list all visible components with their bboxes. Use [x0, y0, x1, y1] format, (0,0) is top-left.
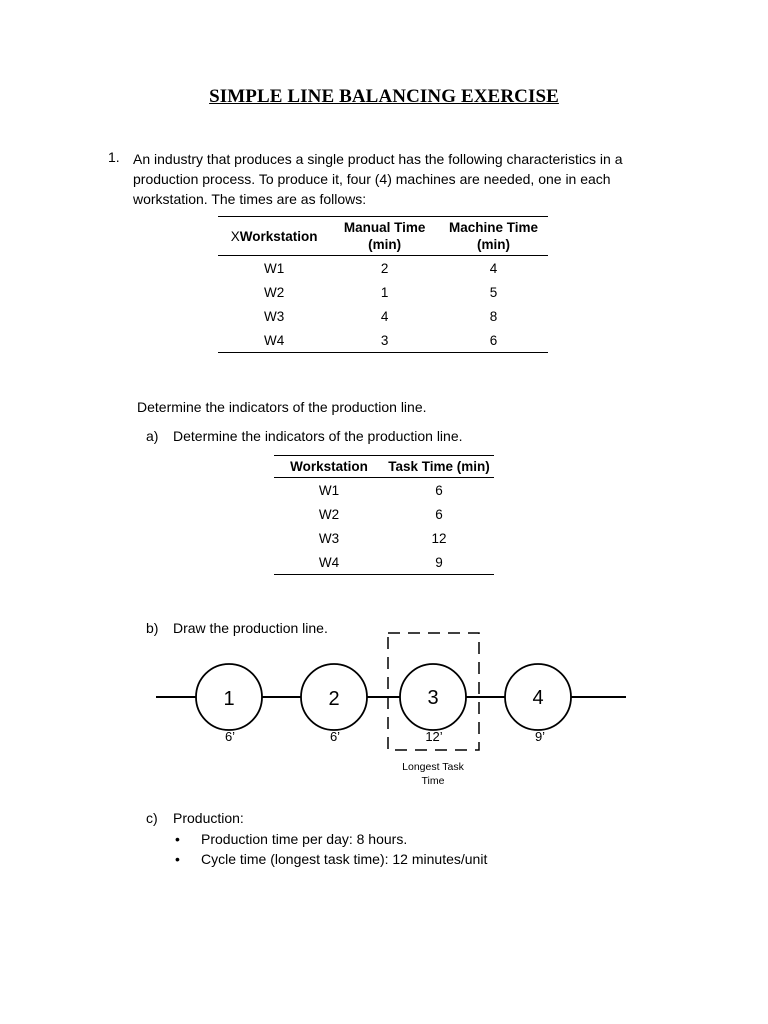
cell-manual-time: 4 — [380, 308, 389, 324]
task-time-table — [274, 455, 494, 575]
cell-task-time: 6 — [435, 482, 443, 498]
station-number-4: 4 — [532, 687, 544, 709]
station-number-3: 3 — [427, 687, 439, 709]
table-row — [218, 328, 548, 353]
production-line-diagram — [0, 625, 768, 795]
station-number-1: 1 — [223, 688, 235, 710]
cell-task-time: 9 — [384, 550, 494, 575]
cell-task-time: 6 — [435, 506, 443, 522]
table-row — [274, 526, 494, 550]
bullet-icon: • — [175, 831, 180, 847]
cell-machine-time: 4 — [489, 260, 498, 276]
part-b-text: Draw the production line. — [173, 620, 328, 636]
highlight-caption-line-1: Longest Task — [402, 761, 464, 773]
page-title: SIMPLE LINE BALANCING EXERCISE — [209, 86, 559, 107]
cell-workstation: W1 — [263, 260, 285, 276]
highlight-caption-line-2: Time — [421, 775, 445, 787]
table-row — [274, 478, 494, 503]
list-item: • Production time per day: 8 hours. — [175, 831, 408, 847]
part-c-label: c) — [146, 810, 158, 826]
table-row — [274, 550, 494, 575]
table-row — [218, 280, 548, 304]
station-time-2: 6’ — [329, 729, 341, 744]
cell-machine-time: 8 — [489, 308, 498, 324]
cell-workstation: W3 — [318, 530, 340, 546]
cell-manual-time: 2 — [380, 260, 389, 276]
header-workstation: Workstation — [274, 456, 384, 478]
production-bullet-list — [173, 829, 487, 869]
cell-workstation: W4 — [218, 328, 330, 353]
cell-workstation: W2 — [263, 284, 285, 300]
header-manual-time: Manual Time (min) — [330, 217, 439, 256]
question-number: 1. — [108, 149, 120, 165]
cell-workstation: W4 — [274, 550, 384, 575]
cell-machine-time: 5 — [489, 284, 498, 300]
cell-workstation: W1 — [318, 482, 340, 498]
station-time-1: 6’ — [224, 729, 236, 744]
header-machine-time: Machine Time (min) — [439, 217, 548, 256]
header-workstation: XWorkstation — [218, 217, 330, 256]
cell-task-time: 12 — [431, 530, 447, 546]
part-c-text: Production: — [173, 810, 244, 826]
header-prefix: X — [230, 228, 240, 244]
cell-manual-time: 1 — [380, 284, 389, 300]
table-row — [218, 304, 548, 328]
determine-text: Determine the indicators of the production line. — [137, 399, 427, 415]
part-a-label: a) — [146, 428, 159, 444]
part-a-text: Determine the indicators of the production line. — [173, 428, 463, 444]
station-number-2: 2 — [328, 688, 340, 710]
times-table — [218, 216, 548, 353]
table-row — [218, 256, 548, 281]
question-text: An industry that produces a single product has the following characteristics in a production process. To produce it, four (4) machines are needed, one in each workstation. The times are as follows: — [133, 151, 623, 207]
table-header-row — [274, 456, 494, 478]
list-item: • Cycle time (longest task time): 12 minutes/unit — [175, 851, 488, 867]
cell-workstation: W3 — [263, 308, 285, 324]
part-b-label: b) — [146, 620, 159, 636]
cell-manual-time: 3 — [330, 328, 439, 353]
header-task-time: Task Time (min) — [384, 456, 494, 478]
cell-machine-time: 6 — [439, 328, 548, 353]
station-time-4: 9’ — [534, 729, 546, 744]
bullet-icon: • — [175, 851, 180, 867]
station-time-3: 12’ — [425, 729, 443, 744]
table-header-row — [218, 217, 548, 256]
table-row — [274, 502, 494, 526]
cell-workstation: W2 — [318, 506, 340, 522]
